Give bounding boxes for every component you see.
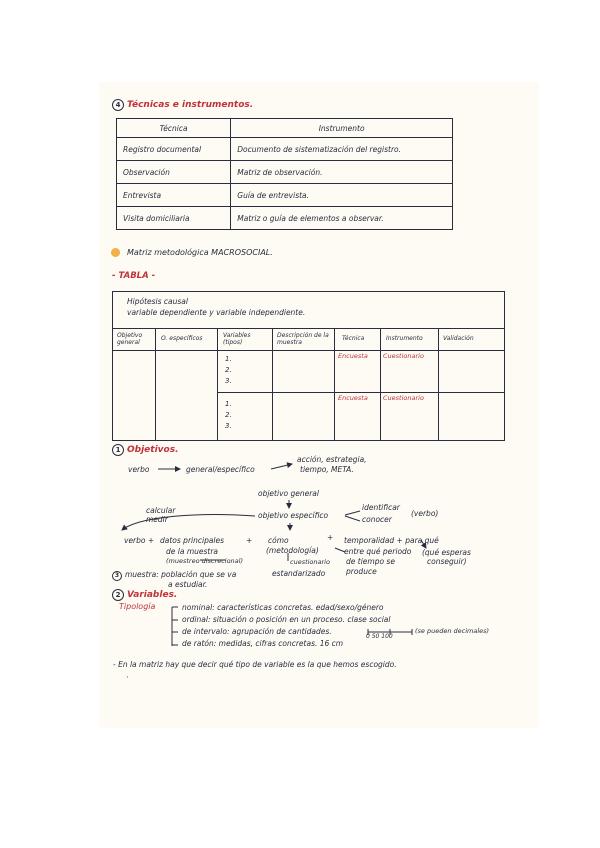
section-number: 2 xyxy=(112,589,124,601)
estandarizado-label: estandarizado xyxy=(272,569,326,578)
list-item: 2. xyxy=(225,366,232,374)
cell-instrumento: Cuestionario xyxy=(383,394,424,402)
variable-type-item: de intervalo: agrupación de cantidades. xyxy=(182,627,332,636)
variable-type-item: de ratón: medidas, cifras concretas. 16 cm xyxy=(182,639,344,648)
calcular-label: calcular xyxy=(146,506,176,515)
de-tiempo-se: de tiempo se xyxy=(346,557,395,566)
plus-sign: + xyxy=(327,533,334,542)
section-title: Variables. xyxy=(127,590,178,600)
objetivo-general-label: objetivo general xyxy=(258,489,319,498)
cell-tecnica: Encuesta xyxy=(338,394,368,402)
tipologia-label: Tipología xyxy=(119,602,156,611)
header-variables: Variables (tipos) xyxy=(223,332,251,346)
accion-line2: tiempo, META. xyxy=(300,465,354,474)
list-item: 3. xyxy=(225,377,232,385)
header-tecnica: Técnica xyxy=(342,335,365,342)
section-title: Técnicas e instrumentos. xyxy=(127,100,254,110)
section-title: Objetivos. xyxy=(127,445,179,455)
matrix-note: - En la matriz hay que decir qué tipo de variable es la que hemos escogido. xyxy=(113,660,397,669)
list-item: 1. xyxy=(225,400,232,408)
header-instrumento: Instrumento xyxy=(386,335,423,342)
header-o-especificos: O. específicos xyxy=(161,335,203,342)
cell-tecnica: Visita domiciliaria xyxy=(117,207,231,230)
hypothesis-line2: variable dependiente y variable independiente. xyxy=(127,308,306,317)
stray-mark: · xyxy=(126,673,129,682)
plus-sign: + xyxy=(246,536,253,545)
list-item: 3. xyxy=(225,422,232,430)
formula-verbo: verbo + xyxy=(124,536,155,545)
cell-instrumento: Matriz de observación. xyxy=(231,161,453,184)
general-especifico-label: general/específico xyxy=(186,465,255,474)
list-item: 2. xyxy=(225,411,232,419)
objetivo-especifico-label: objetivo específico xyxy=(258,511,329,520)
variable-type-item: ordinal: situación o posición en un proceso. clase social xyxy=(182,615,391,624)
de-la-muestra: de la muestra xyxy=(166,547,219,556)
matriz-heading: Matriz metodológica MACROSOCIAL. xyxy=(127,248,273,257)
cell-tecnica: Entrevista xyxy=(117,184,231,207)
como-label: cómo xyxy=(268,536,289,545)
accion-line1: acción, estrategia, xyxy=(297,455,367,464)
scale-note: (se pueden decimales) xyxy=(415,627,490,635)
cell-instrumento: Cuestionario xyxy=(383,352,424,360)
tabla-label: - TABLA - xyxy=(112,271,156,281)
conocer-label: conocer xyxy=(362,515,392,524)
cuestionario-label: cuestionario xyxy=(290,558,330,566)
muestra-line2: a estudiar. xyxy=(168,580,208,589)
variable-type-item: nominal: características concretas. edad/sexo/género xyxy=(182,603,384,612)
que-esperas-1: (qué esperas xyxy=(422,548,471,557)
header-instrumento: Instrumento xyxy=(231,119,453,138)
temporalidad-label: temporalidad + para qué xyxy=(344,536,439,545)
metodologia-label: (metodología) xyxy=(266,546,319,555)
interval-scale: 0 50 100 xyxy=(366,633,393,640)
cell-tecnica: Registro documental xyxy=(117,138,231,161)
cell-tecnica: Encuesta xyxy=(338,352,368,360)
variables-heading xyxy=(112,589,177,601)
muestra-line1: muestra: población que se va xyxy=(125,570,237,579)
header-descripcion: Descripción de la muestra xyxy=(277,332,329,346)
header-objetivo-general: Objetivo general xyxy=(117,332,143,346)
section-number: 4 xyxy=(112,99,124,111)
section-number: 1 xyxy=(112,444,124,456)
verbo-label: verbo xyxy=(128,465,150,474)
identificar-label: identificar xyxy=(362,503,400,512)
cell-instrumento: Documento de sistematización del registro. xyxy=(231,138,453,161)
header-tecnica: Técnica xyxy=(117,119,231,138)
muestreo-label: (muestreo discrecional) xyxy=(166,557,244,565)
verbo-tag: (verbo) xyxy=(411,509,439,518)
header-validacion: Validación xyxy=(443,335,474,342)
produce-label: produce xyxy=(346,567,377,576)
que-esperas-2: conseguir) xyxy=(427,557,467,566)
note-number: 3 xyxy=(112,571,122,581)
entre-que-periodo: entre qué periodo xyxy=(344,547,412,556)
hypothesis-line1: Hipótesis causal xyxy=(127,297,188,306)
datos-principales: datos principales xyxy=(160,536,225,545)
cell-instrumento: Matriz o guía de elementos a observar. xyxy=(231,207,453,230)
cell-tecnica: Observación xyxy=(117,161,231,184)
medir-label: medir xyxy=(146,515,168,524)
cell-instrumento: Guía de entrevista. xyxy=(231,184,453,207)
list-item: 1. xyxy=(225,355,232,363)
